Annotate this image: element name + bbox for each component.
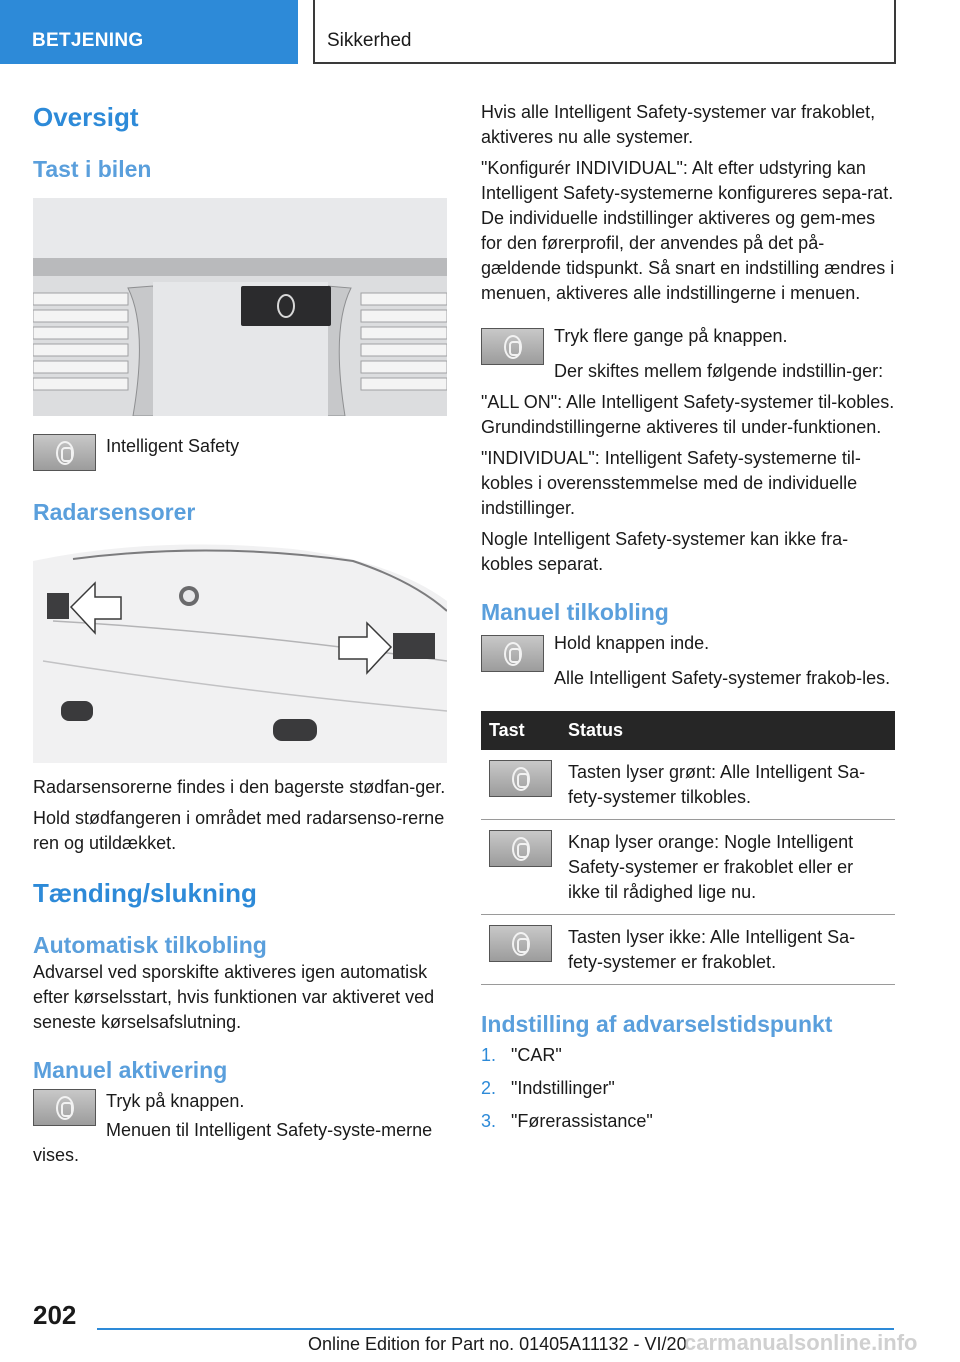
status-table-header (481, 711, 895, 750)
status-cell: Tasten lyser grønt: Alle Intelligent Sa-fety-systemer tilkobles. (560, 750, 895, 820)
intelligent-safety-label: Intelligent Safety (106, 436, 240, 456)
table-row (481, 915, 895, 985)
cycle-step-text: Tryk flere gange på knappen. (554, 326, 788, 346)
table-row (481, 820, 895, 915)
list-item: 3. "Førerassistance" (481, 1111, 653, 1131)
list-item: 2. "Indstillinger" (481, 1078, 615, 1098)
hold-step-text: Hold knappen inde. (554, 633, 710, 653)
heading-taending-slukning: Tænding/slukning (33, 878, 257, 908)
column-header-tast: Tast (481, 711, 560, 750)
heading-radarsensorer: Radarsensorer (33, 499, 196, 525)
column-header-status: Status (560, 711, 895, 750)
list-item: 1. "CAR" (481, 1045, 562, 1065)
heading-oversigt: Oversigt (33, 102, 139, 132)
rear-car-illustration (33, 541, 447, 763)
status-cell: Knap lyser orange: Nogle Intelligent Safety-systemer er frakoblet eller er ikke til rådighed lige nu. (560, 820, 895, 915)
safety-button-orange-icon (489, 830, 552, 867)
right-paragraph-4: "INDIVIDUAL": Intelligent Safety-systemerne til-kobles i overensstemmelse med de individuelle indstillinger. (481, 448, 861, 518)
watermark: carmanualsonline.info (684, 1330, 918, 1355)
right-paragraph-2: "Konfigurér INDIVIDUAL": Alt efter udstyring kan Intelligent Safety-systemerne konfigureres sepa-rat. De individuelle indstillinger aktiveres og gem-mes for den førerprofil, der anvendes på det på-gældende tidspunkt. Så snart en indstilling ændres i menuen, aktiveres alle indstillingerne i menuen. (481, 158, 895, 303)
radar-paragraph-2: Hold stødfangeren i området med radarsenso-rerne ren og utildækket. (33, 808, 445, 853)
right-paragraph-5: Nogle Intelligent Safety-systemer kan ikke fra-kobles separat. (481, 529, 849, 574)
auto-paragraph: Advarsel ved sporskifte aktiveres igen automatisk efter kørselsstart, hvis funktionen var aktiveret ved seneste kørselsafslutning. (33, 962, 435, 1032)
safety-button-icon (481, 328, 544, 365)
safety-button-icon (33, 1089, 96, 1126)
safety-button-off-icon (489, 925, 552, 962)
right-column (481, 100, 895, 1142)
chapter-tab (313, 0, 896, 64)
section-title: BETJENING (32, 30, 144, 51)
manual-step-text: Tryk på knappen. (106, 1091, 245, 1111)
heading-automatisk-tilkobling: Automatisk tilkobling (33, 932, 267, 958)
hold-result-text: Alle Intelligent Safety-systemer frakob-les. (554, 668, 891, 688)
table-row (481, 750, 895, 820)
manual-result-text: Menuen til Intelligent Safety-syste-merne vises. (33, 1120, 433, 1165)
page-number: 202 (33, 1300, 77, 1330)
chapter-title: Sikkerhed (327, 30, 412, 51)
heading-manuel-tilkobling: Manuel tilkobling (481, 599, 669, 625)
right-paragraph-3: "ALL ON": Alle Intelligent Safety-systemer til-kobles. Grundindstillingerne aktiveres til under-funktionen. (481, 392, 895, 437)
intelligent-safety-legend (33, 434, 447, 471)
dashboard-illustration (33, 198, 447, 416)
menu-steps-list (481, 1043, 895, 1134)
right-paragraph-1: Hvis alle Intelligent Safety-systemer var frakoblet, aktiveres nu alle systemer. (481, 102, 876, 147)
heading-tast-i-bilen: Tast i bilen (33, 156, 152, 182)
heading-manuel-aktivering: Manuel aktivering (33, 1057, 228, 1083)
intelligent-safety-button-icon (33, 434, 96, 471)
rear-bumper-photo (33, 541, 447, 763)
section-tab (0, 0, 298, 64)
heading-advarselstidspunkt: Indstilling af advarselstidspunkt (481, 1011, 833, 1037)
status-cell: Tasten lyser ikke: Alle Intelligent Sa-fety-systemer er frakoblet. (560, 915, 895, 985)
safety-button-icon (481, 635, 544, 672)
edition-text: Online Edition for Part no. 01405A11132 - VI/20 (308, 1334, 687, 1354)
cycle-result-text: Der skiftes mellem følgende indstillin-ger: (554, 361, 884, 381)
dashboard-button-photo (33, 198, 447, 416)
left-column (33, 100, 447, 1168)
status-table (481, 711, 895, 985)
radar-paragraph-1: Radarsensorerne findes i den bagerste stødfan-ger. (33, 777, 446, 797)
safety-button-green-icon (489, 760, 552, 797)
